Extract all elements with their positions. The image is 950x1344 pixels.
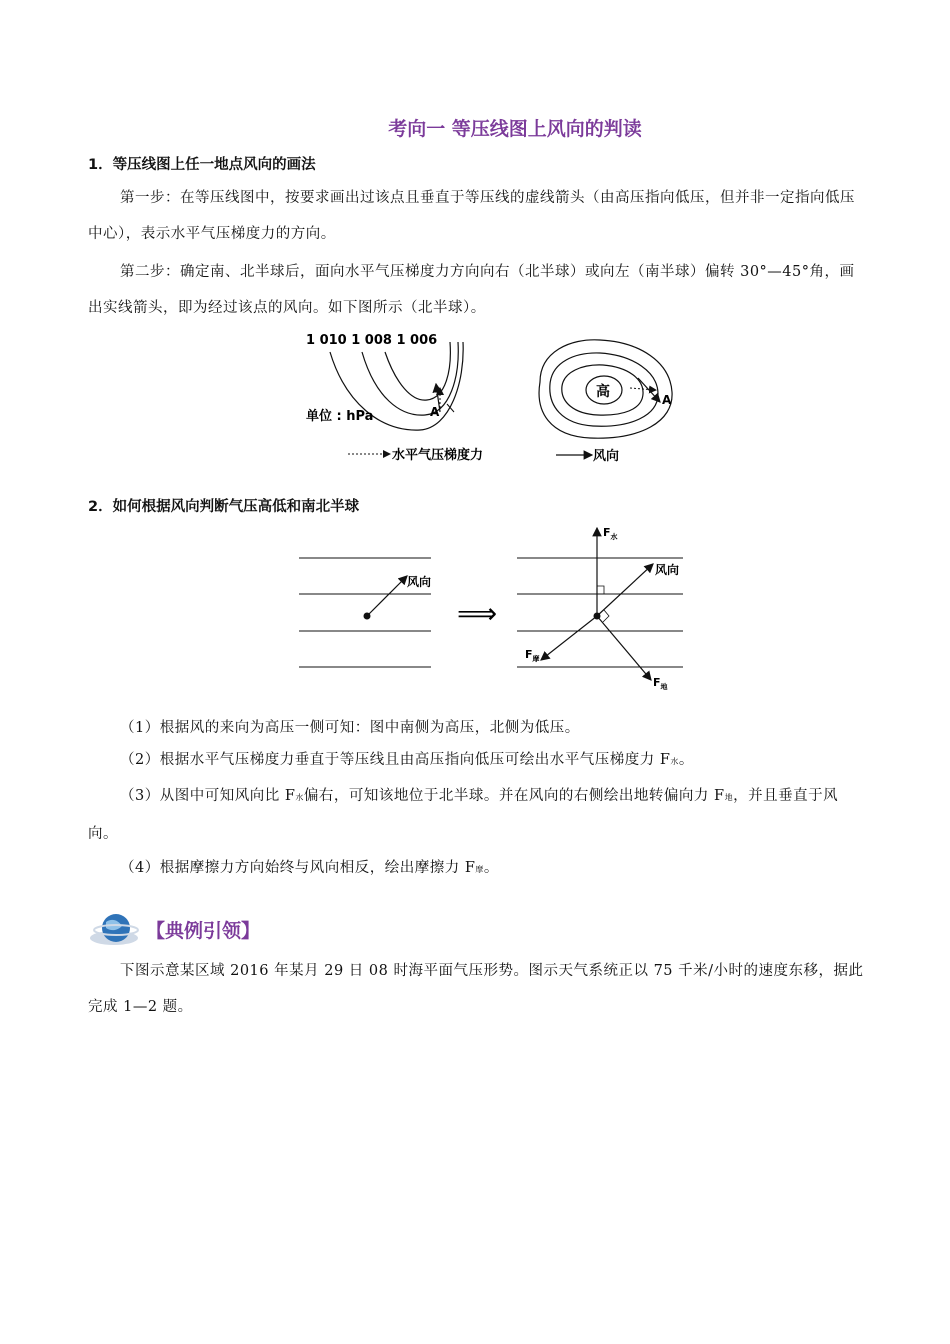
- section1-step1: 第一步：在等压线图中，按要求画出过该点且垂直于等压线的虚线箭头（由高压指向低压，但并非一定指向低压中心），表示水平气压梯度力的方向。: [88, 190, 855, 242]
- wind-label: 风向: [655, 563, 680, 577]
- isobar-values: 1 010 1 008 1 006: [306, 333, 438, 348]
- figure-isobars: [300, 322, 690, 470]
- section1-heading: 1．等压线图上任一地点风向的画法: [88, 157, 316, 173]
- wind-arrow: [367, 576, 407, 616]
- implies-arrow: ⟹: [457, 597, 498, 630]
- section1-step2: 第二步：确定南、北半球后，面向水平气压梯度力方向向右（北半球）或向左（南半球）偏转 30°—45°角，画出实线箭头，即为经过该点的风向。如下图所示（北半球）。: [88, 264, 855, 316]
- example-label: 【典例引领】: [146, 920, 261, 942]
- right-angle-mark: [597, 586, 604, 594]
- legend-gradient-label: 水平气压梯度力: [392, 448, 484, 463]
- example-text: 下图示意某区域 2016 年某月 29 日 08 时海平面气压形势。图示天气系统正以 75 千米/小时的速度东移，据此完成 1—2 题。: [88, 963, 864, 1015]
- page-title: 考向一 等压线图上风向的判读: [388, 118, 642, 140]
- wind-arrow: [597, 564, 653, 616]
- item-4: （4）根据摩擦力方向始终与风向相反，绘出摩擦力 F摩。: [120, 860, 499, 876]
- globe-icon: [88, 908, 148, 950]
- right-angle-mark: [603, 610, 609, 622]
- section2-heading: 2．如何根据风向判断气压高低和南北半球: [88, 499, 360, 515]
- f-earth-label: $F_地$: [653, 676, 668, 691]
- f-friction-label: $F_摩$: [525, 648, 540, 663]
- figure-forces: [295, 522, 695, 694]
- unit-label: 单位 : hPa: [306, 409, 374, 424]
- f-earth-arrow: [597, 616, 651, 680]
- point-a-label: A: [430, 405, 440, 419]
- wind-arrow: [638, 378, 660, 402]
- high-label: 高: [596, 384, 610, 400]
- item-3: （3）从图中可知风向比 F水偏右，可知该地位于北半球。并在风向的右侧绘出地转偏向力 F地，并且垂直于风向。: [88, 788, 839, 842]
- isobar-line: [362, 342, 458, 415]
- f-water-label: $F_水$: [603, 526, 618, 541]
- wind-label: 风向: [407, 575, 432, 589]
- item-1: （1）根据风的来向为高压一侧可知：图中南侧为高压，北侧为低压。: [120, 720, 580, 736]
- item-2: （2）根据水平气压梯度力垂直于等压线且由高压指向低压可绘出水平气压梯度力 F水。: [120, 752, 694, 768]
- legend-wind-label: 风向: [593, 449, 620, 464]
- f-friction-arrow: [541, 616, 597, 660]
- isobar-line: [385, 342, 450, 400]
- point-a-label: A: [662, 393, 672, 407]
